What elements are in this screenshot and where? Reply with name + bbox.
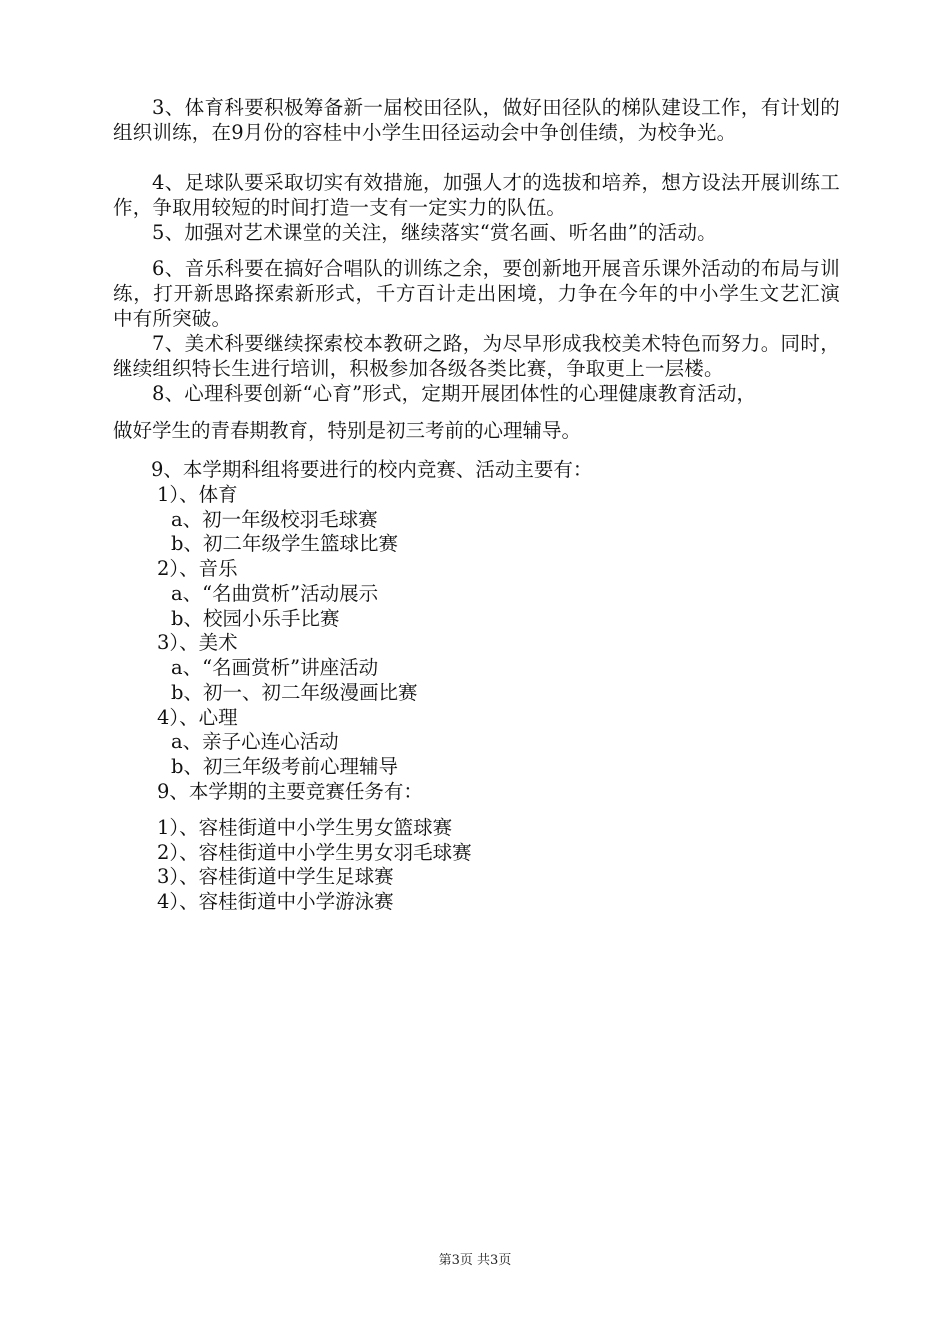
- activity-line: 3）、美术: [157, 631, 238, 654]
- paragraph-sports-track: 3、体育科要积极筹备新一届校田径队，做好田径队的梯队建设工作，有计划的组织训练，在9月份的容桂中小学生田径运动会中争创佳绩，为校争光。: [113, 96, 840, 144]
- paragraph-psychology: 8、心理科要创新“心育”形式，定期开展团体性的心理健康教育活动，: [152, 382, 757, 405]
- activity-line: a、亲子心连心活动: [171, 730, 339, 753]
- paragraph-psychology-continued: 做好学生的青春期教育，特别是初三考前的心理辅导。: [113, 419, 582, 442]
- activity-line: 1）、体育: [157, 483, 238, 506]
- paragraph-football: 4、足球队要采取切实有效措施，加强人才的选拔和培养，想方设法开展训练工作，争取用较短的时间打造一支有一定实力的队伍。: [113, 171, 840, 219]
- activity-line: b、校园小乐手比赛: [171, 607, 340, 630]
- paragraph-music: 6、音乐科要在搞好合唱队的训练之余，要创新地开展音乐课外活动的布局与训练，打开新思路探索新形式，千方百计走出困境，力争在今年的中小学生文艺汇演中有所突破。: [113, 257, 840, 330]
- activity-line: a、初一年级校羽毛球赛: [171, 508, 378, 531]
- competition-line: 4）、容桂街道中小学游泳赛: [157, 890, 394, 913]
- activities-heading: 9、本学期科组将要进行的校内竞赛、活动主要有：: [151, 458, 593, 481]
- paragraph-fine-art: 7、美术科要继续探索校本教研之路，为尽早形成我校美术特色而努力。同时，继续组织特长生进行培训，积极参加各级各类比赛，争取更上一层楼。: [113, 332, 840, 380]
- competition-line: 3）、容桂街道中学生足球赛: [157, 865, 394, 888]
- paragraph-art-classroom: 5、加强对艺术课堂的关注，继续落实“赏名画、听名曲”的活动。: [152, 221, 717, 244]
- activity-line: 2）、音乐: [157, 557, 238, 580]
- competitions-heading: 9、本学期的主要竞赛任务有：: [157, 780, 423, 803]
- competition-line: 1）、容桂街道中小学生男女篮球赛: [157, 816, 453, 839]
- activity-line: b、初二年级学生篮球比赛: [171, 532, 398, 555]
- activity-line: a、“名画赏析”讲座活动: [171, 656, 379, 679]
- activity-line: 4）、心理: [157, 706, 238, 729]
- activity-line: b、初三年级考前心理辅导: [171, 755, 398, 778]
- page-footer: 第3页 共3页: [438, 1253, 512, 1268]
- competition-line: 2）、容桂街道中小学生男女羽毛球赛: [157, 841, 472, 864]
- activity-line: b、初一、初二年级漫画比赛: [171, 681, 418, 704]
- activity-line: a、“名曲赏析”活动展示: [171, 582, 379, 605]
